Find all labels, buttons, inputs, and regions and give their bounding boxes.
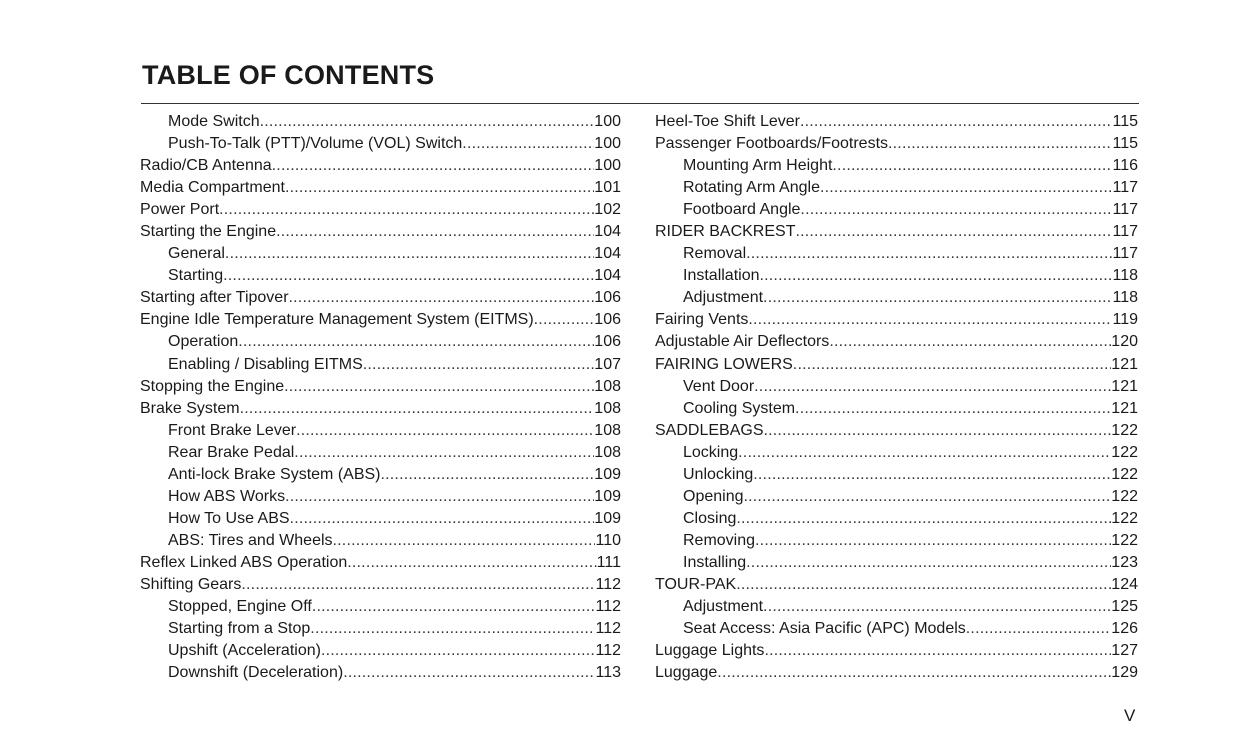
dot-leader bbox=[241, 574, 595, 596]
toc-entry-page: 107 bbox=[594, 355, 621, 373]
toc-entry-page: 106 bbox=[594, 333, 621, 351]
dot-leader bbox=[272, 155, 595, 177]
toc-entry-label: Reflex Linked ABS Operation bbox=[140, 553, 348, 571]
toc-entry-page: 111 bbox=[596, 553, 621, 571]
toc-entry[interactable] bbox=[655, 640, 1138, 662]
dot-leader bbox=[534, 309, 595, 331]
dot-leader bbox=[736, 508, 1111, 530]
toc-entry[interactable] bbox=[140, 398, 621, 420]
toc-entry-page: 127 bbox=[1111, 642, 1138, 660]
toc-entry[interactable] bbox=[140, 331, 621, 353]
dot-leader bbox=[763, 287, 1112, 309]
toc-entry[interactable] bbox=[655, 530, 1138, 552]
dot-leader bbox=[744, 486, 1112, 508]
toc-entry-page: 104 bbox=[594, 223, 621, 241]
toc-entry[interactable] bbox=[140, 265, 621, 287]
toc-entry-label: Luggage bbox=[655, 664, 718, 682]
toc-entry[interactable] bbox=[655, 486, 1138, 508]
dot-leader bbox=[760, 265, 1113, 287]
toc-entry-label: Power Port bbox=[140, 201, 220, 219]
toc-entry-page: 122 bbox=[1111, 465, 1138, 483]
dot-leader bbox=[260, 111, 595, 133]
toc-entry-label: Enabling / Disabling EITMS bbox=[168, 355, 363, 373]
toc-entry-page: 104 bbox=[594, 267, 621, 285]
toc-entry[interactable] bbox=[655, 243, 1138, 265]
toc-entry-page: 129 bbox=[1111, 664, 1138, 682]
toc-entry-page: 109 bbox=[594, 465, 621, 483]
toc-entry[interactable] bbox=[140, 662, 621, 684]
toc-entry-label: Front Brake Lever bbox=[168, 421, 297, 439]
toc-entry-page: 126 bbox=[1111, 620, 1138, 638]
dot-leader bbox=[321, 640, 596, 662]
toc-entry-label: Upshift (Acceleration) bbox=[168, 642, 321, 660]
toc-entry-label: Opening bbox=[683, 487, 744, 505]
toc-entry-label: Cooling System bbox=[683, 399, 796, 417]
toc-entry-label: Starting after Tipover bbox=[140, 289, 289, 307]
dot-leader bbox=[736, 574, 1111, 596]
toc-entry-page: 125 bbox=[1111, 598, 1138, 616]
toc-entry-label: SADDLEBAGS bbox=[655, 421, 764, 439]
dot-leader bbox=[832, 155, 1112, 177]
dot-leader bbox=[310, 618, 595, 640]
dot-leader bbox=[240, 398, 595, 420]
toc-entry-page: 112 bbox=[595, 575, 621, 593]
toc-entry-page: 119 bbox=[1112, 311, 1138, 329]
toc-entry-page: 106 bbox=[594, 289, 621, 307]
toc-entry-page: 109 bbox=[594, 509, 621, 527]
toc-entry-label: Vent Door bbox=[683, 377, 755, 395]
dot-leader bbox=[296, 420, 594, 442]
toc-entry-label: Brake System bbox=[140, 399, 240, 417]
toc-entry[interactable] bbox=[140, 111, 621, 133]
dot-leader bbox=[754, 376, 1111, 398]
toc-entry[interactable] bbox=[655, 618, 1138, 640]
toc-entry-label: General bbox=[168, 245, 225, 263]
toc-entry-page: 121 bbox=[1111, 399, 1138, 417]
toc-entry[interactable] bbox=[140, 309, 621, 331]
toc-entry-label: Removing bbox=[683, 531, 756, 549]
toc-entry-page: 122 bbox=[1111, 421, 1138, 439]
toc-entry[interactable] bbox=[655, 662, 1138, 684]
toc-entry-page: 122 bbox=[1111, 531, 1138, 549]
dot-leader bbox=[333, 530, 596, 552]
toc-entry-label: Footboard Angle bbox=[683, 201, 801, 219]
toc-entry[interactable] bbox=[655, 508, 1138, 530]
toc-entry-page: 112 bbox=[595, 620, 621, 638]
toc-entry[interactable] bbox=[655, 309, 1138, 331]
toc-entry[interactable] bbox=[655, 331, 1138, 353]
dot-leader bbox=[800, 199, 1112, 221]
dot-leader bbox=[795, 221, 1112, 243]
dot-leader bbox=[219, 199, 594, 221]
toc-entry-page: 124 bbox=[1111, 575, 1138, 593]
toc-right-column bbox=[655, 111, 1138, 684]
toc-entry[interactable] bbox=[655, 442, 1138, 464]
dot-leader bbox=[763, 596, 1111, 618]
toc-entry-page: 106 bbox=[594, 311, 621, 329]
toc-entry-label: Closing bbox=[683, 509, 737, 527]
dot-leader bbox=[753, 464, 1111, 486]
toc-entry-label: How ABS Works bbox=[168, 487, 286, 505]
toc-entry[interactable] bbox=[140, 640, 621, 662]
toc-entry-label: Adjustment bbox=[683, 598, 764, 616]
dot-leader bbox=[225, 243, 594, 265]
toc-entry-page: 118 bbox=[1112, 289, 1138, 307]
toc-entry[interactable] bbox=[140, 552, 621, 574]
dot-leader bbox=[285, 177, 594, 199]
dot-leader bbox=[343, 662, 595, 684]
dot-leader bbox=[746, 243, 1112, 265]
toc-entry-page: 108 bbox=[594, 421, 621, 439]
toc-entry-label: Stopped, Engine Off bbox=[168, 598, 312, 616]
title-divider bbox=[141, 103, 1139, 104]
dot-leader bbox=[276, 221, 594, 243]
toc-entry[interactable] bbox=[140, 376, 621, 398]
toc-entry-page: 117 bbox=[1112, 179, 1138, 197]
toc-entry[interactable] bbox=[140, 596, 621, 618]
toc-entry-page: 108 bbox=[594, 399, 621, 417]
toc-entry-page: 112 bbox=[595, 642, 621, 660]
toc-entry-label: Starting bbox=[168, 267, 224, 285]
toc-entry-label: Mounting Arm Height bbox=[683, 157, 833, 175]
toc-entry-page: 101 bbox=[594, 179, 621, 197]
toc-entry-page: 115 bbox=[1112, 113, 1138, 130]
toc-entry[interactable] bbox=[655, 376, 1138, 398]
dot-leader bbox=[888, 133, 1112, 155]
toc-entry-label: Locking bbox=[683, 443, 739, 461]
dot-leader bbox=[755, 530, 1111, 552]
toc-entry[interactable] bbox=[140, 354, 621, 376]
dot-leader bbox=[284, 376, 594, 398]
toc-entry-label: Installing bbox=[683, 553, 747, 571]
toc-entry-label: Rear Brake Pedal bbox=[168, 443, 295, 461]
toc-entry-page: 113 bbox=[595, 664, 621, 682]
page-number: V bbox=[1124, 706, 1136, 725]
toc-entry-label: Starting from a Stop bbox=[168, 620, 311, 638]
dot-leader bbox=[312, 596, 596, 618]
toc-entry-label: Rotating Arm Angle bbox=[683, 179, 820, 197]
dot-leader bbox=[363, 354, 595, 376]
toc-entry[interactable] bbox=[140, 486, 621, 508]
toc-entry[interactable] bbox=[140, 618, 621, 640]
toc-entry-page: 100 bbox=[594, 157, 621, 175]
toc-entry-page: 104 bbox=[594, 245, 621, 263]
toc-entry-label: Radio/CB Antenna bbox=[140, 157, 272, 175]
toc-entry-page: 108 bbox=[594, 443, 621, 461]
toc-entry[interactable] bbox=[655, 552, 1138, 574]
dot-leader bbox=[738, 442, 1111, 464]
dot-leader bbox=[289, 287, 595, 309]
toc-entry-label: Adjustable Air Deflectors bbox=[655, 333, 830, 351]
dot-leader bbox=[966, 618, 1112, 640]
toc-entry[interactable] bbox=[140, 508, 621, 530]
dot-leader bbox=[820, 177, 1113, 199]
toc-entry-page: 123 bbox=[1111, 553, 1138, 571]
toc-entry-label: Unlocking bbox=[683, 465, 754, 483]
toc-entry-label: TOUR-PAK bbox=[655, 575, 737, 593]
toc-entry-page: 100 bbox=[594, 113, 621, 130]
toc-entry-label: Removal bbox=[683, 245, 747, 263]
toc-entry-label: Anti-lock Brake System (ABS) bbox=[168, 465, 381, 483]
toc-entry-label: Mode Switch bbox=[168, 113, 260, 130]
toc-entry[interactable] bbox=[140, 243, 621, 265]
toc-entry-page: 117 bbox=[1112, 201, 1138, 219]
toc-entry-page: 115 bbox=[1112, 135, 1138, 153]
toc-entry-label: RIDER BACKREST bbox=[655, 223, 796, 241]
toc-entry[interactable] bbox=[655, 398, 1138, 420]
toc-entry-label: FAIRING LOWERS bbox=[655, 355, 793, 373]
toc-entry[interactable] bbox=[655, 221, 1138, 243]
toc-entry-page: 122 bbox=[1111, 487, 1138, 505]
toc-entry-page: 112 bbox=[595, 598, 621, 616]
toc-entry[interactable] bbox=[655, 354, 1138, 376]
dot-leader bbox=[285, 486, 594, 508]
dot-leader bbox=[764, 640, 1111, 662]
toc-entry-label: Media Compartment bbox=[140, 179, 285, 197]
toc-entry-page: 122 bbox=[1111, 443, 1138, 461]
dot-leader bbox=[347, 552, 596, 574]
toc-entry-page: 109 bbox=[594, 487, 621, 505]
toc-entry-label: Fairing Vents bbox=[655, 311, 749, 329]
toc-entry-label: Passenger Footboards/Footrests bbox=[655, 135, 889, 153]
toc-entry[interactable] bbox=[655, 265, 1138, 287]
toc-entry[interactable] bbox=[655, 287, 1138, 309]
toc-entry-label: Push-To-Talk (PTT)/Volume (VOL) Switch bbox=[168, 135, 463, 153]
toc-entry-label: Installation bbox=[683, 267, 760, 285]
dot-leader bbox=[763, 420, 1111, 442]
toc-entry[interactable] bbox=[655, 111, 1138, 133]
page-title: TABLE OF CONTENTS bbox=[142, 60, 435, 90]
toc-entry-label: Heel-Toe Shift Lever bbox=[655, 113, 800, 130]
toc-entry-label: Luggage Lights bbox=[655, 642, 765, 660]
toc-entry[interactable] bbox=[140, 442, 621, 464]
toc-entry[interactable] bbox=[140, 574, 621, 596]
toc-entry-label: Stopping the Engine bbox=[140, 377, 285, 395]
dot-leader bbox=[800, 111, 1113, 133]
toc-entry-label: How To Use ABS bbox=[168, 509, 290, 527]
toc-entry[interactable] bbox=[655, 199, 1138, 221]
toc-entry-page: 121 bbox=[1111, 377, 1138, 395]
toc-left-column bbox=[140, 111, 621, 684]
toc-entry[interactable] bbox=[655, 464, 1138, 486]
toc-entry-label: Starting the Engine bbox=[140, 223, 277, 241]
dot-leader bbox=[223, 265, 594, 287]
toc-entry[interactable] bbox=[140, 464, 621, 486]
toc-entry[interactable] bbox=[140, 287, 621, 309]
dot-leader bbox=[746, 552, 1111, 574]
dot-leader bbox=[238, 331, 594, 353]
toc-entry-page: 108 bbox=[594, 377, 621, 395]
dot-leader bbox=[795, 398, 1111, 420]
toc-entry-page: 110 bbox=[595, 531, 621, 549]
dot-leader bbox=[793, 354, 1112, 376]
toc-entry-label: Seat Access: Asia Pacific (APC) Models bbox=[683, 620, 966, 638]
toc-entry[interactable] bbox=[140, 199, 621, 221]
toc-entry-page: 116 bbox=[1112, 157, 1138, 175]
toc-entry-page: 121 bbox=[1111, 355, 1138, 373]
dot-leader bbox=[290, 508, 595, 530]
toc-entry-page: 120 bbox=[1111, 333, 1138, 351]
toc-entry[interactable] bbox=[140, 133, 621, 155]
dot-leader bbox=[462, 133, 594, 155]
toc-entry[interactable] bbox=[140, 155, 621, 177]
toc-entry-label: ABS: Tires and Wheels bbox=[168, 531, 333, 549]
toc-entry-label: Adjustment bbox=[683, 289, 764, 307]
toc-entry-page: 117 bbox=[1112, 223, 1138, 241]
toc-entry-page: 122 bbox=[1111, 509, 1138, 527]
toc-entry[interactable] bbox=[655, 133, 1138, 155]
toc-entry[interactable] bbox=[655, 574, 1138, 596]
dot-leader bbox=[717, 662, 1111, 684]
toc-entry[interactable] bbox=[655, 596, 1138, 618]
toc-entry[interactable] bbox=[655, 155, 1138, 177]
toc-entry-label: Operation bbox=[168, 333, 239, 351]
toc-entry[interactable] bbox=[140, 221, 621, 243]
toc-entry[interactable] bbox=[655, 420, 1138, 442]
toc-entry[interactable] bbox=[140, 420, 621, 442]
dot-leader bbox=[381, 464, 595, 486]
toc-entry-page: 117 bbox=[1112, 245, 1138, 263]
dot-leader bbox=[294, 442, 594, 464]
dot-leader bbox=[748, 309, 1112, 331]
toc-entry-label: Engine Idle Temperature Management System (EITMS) bbox=[140, 311, 534, 329]
toc-entry[interactable] bbox=[655, 177, 1138, 199]
toc-entry[interactable] bbox=[140, 530, 621, 552]
toc-entry-page: 102 bbox=[594, 201, 621, 219]
toc-entry-page: 118 bbox=[1112, 267, 1138, 285]
dot-leader bbox=[829, 331, 1111, 353]
toc-entry-label: Shifting Gears bbox=[140, 575, 242, 593]
toc-entry-label: Downshift (Deceleration) bbox=[168, 664, 344, 682]
toc-entry[interactable] bbox=[140, 177, 621, 199]
toc-entry-page: 100 bbox=[594, 135, 621, 153]
